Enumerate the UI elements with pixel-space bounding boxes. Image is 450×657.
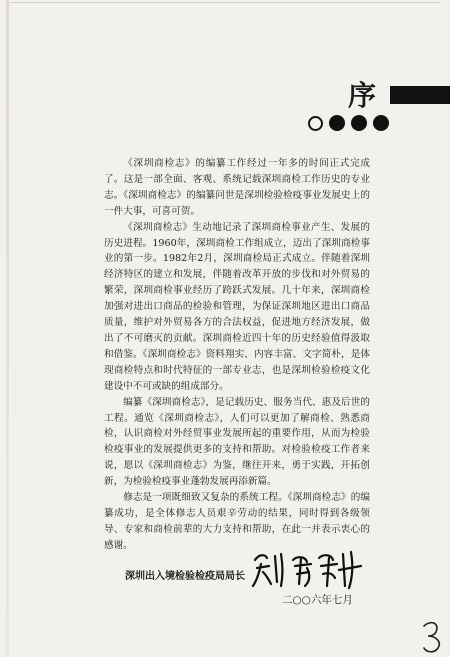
signature-block bbox=[125, 546, 365, 590]
paragraph-2: 《深圳商检志》生动地记录了深圳商检事业产生、发展的历史进程。1960年，深圳商检工作组成立，迈出了深圳商检事业的第一步。1982年2月，深圳商检局正式成立。伴随着深圳经济特区的建立和发展，伴随着改革开放的步伐和对外贸易的繁荣，深圳商检事业经历了跨跃式发展。几十年来，深圳商检加强对进出口商品的检验和管理，为保证深圳地区进出口商品质量，维护对外贸易各方的合法权益，促进地方经济发展，做出了不可磨灭的贡献。深圳商检近四十年的历史经验值得汲取和借鉴。《深圳商检志》资料翔实、内容丰富、文字简朴，是体现商检特点和时代特征的一部专业志，也是深圳检验检疫文化建设中不可或缺的组成部分。 bbox=[104, 221, 370, 392]
scan-edge bbox=[6, 0, 9, 657]
signer-title: 深圳出入境检验检疫局局长 bbox=[125, 570, 245, 582]
decorative-dots bbox=[308, 115, 389, 131]
paragraph-3: 编纂《深圳商检志》，是记载历史、服务当代、惠及后世的工程。通览《深圳商检志》，人们可以更加了解商检、熟悉商检，认识商检对外经贸事业发展所起的重要作用，从而为检验检疫事业的发展提供更多的支持和帮助。对检验检疫工作者来说，愿以《深圳商检志》为鉴，继往开来，勇于实践，开拓创新，为检验检疫事业蓬勃发展再添新篇。 bbox=[104, 396, 370, 488]
solid-dot-icon bbox=[373, 115, 389, 131]
paragraph-4: 修志是一项既细致又复杂的系统工程。《深圳商检志》的编纂成功，是全体修志人员艰辛劳动的结果，同时得到各级领导、专家和商检前辈的大力支持和帮助，在此一并表示衷心的感谢。 bbox=[104, 492, 370, 551]
heading-bar bbox=[390, 86, 450, 104]
signing-date: 二○○六年七月 bbox=[282, 594, 353, 606]
handwritten-page-number bbox=[420, 620, 444, 654]
handwritten-signature bbox=[249, 546, 365, 590]
top-rule bbox=[10, 2, 440, 3]
solid-dot-icon bbox=[329, 115, 345, 131]
solid-dot-icon bbox=[351, 115, 367, 131]
paragraph-1: 《深圳商检志》的编纂工作经过一年多的时间正式完成了。这是一部全面、客观、系统记载深圳商检工作历史的专业志。《深圳商检志》的编纂问世是深圳检验检疫事业发展史上的一件大事，可喜可贺。 bbox=[104, 158, 370, 217]
preface-body bbox=[104, 156, 370, 554]
preface-heading: 序 bbox=[348, 79, 377, 112]
hollow-dot-icon bbox=[308, 116, 323, 131]
